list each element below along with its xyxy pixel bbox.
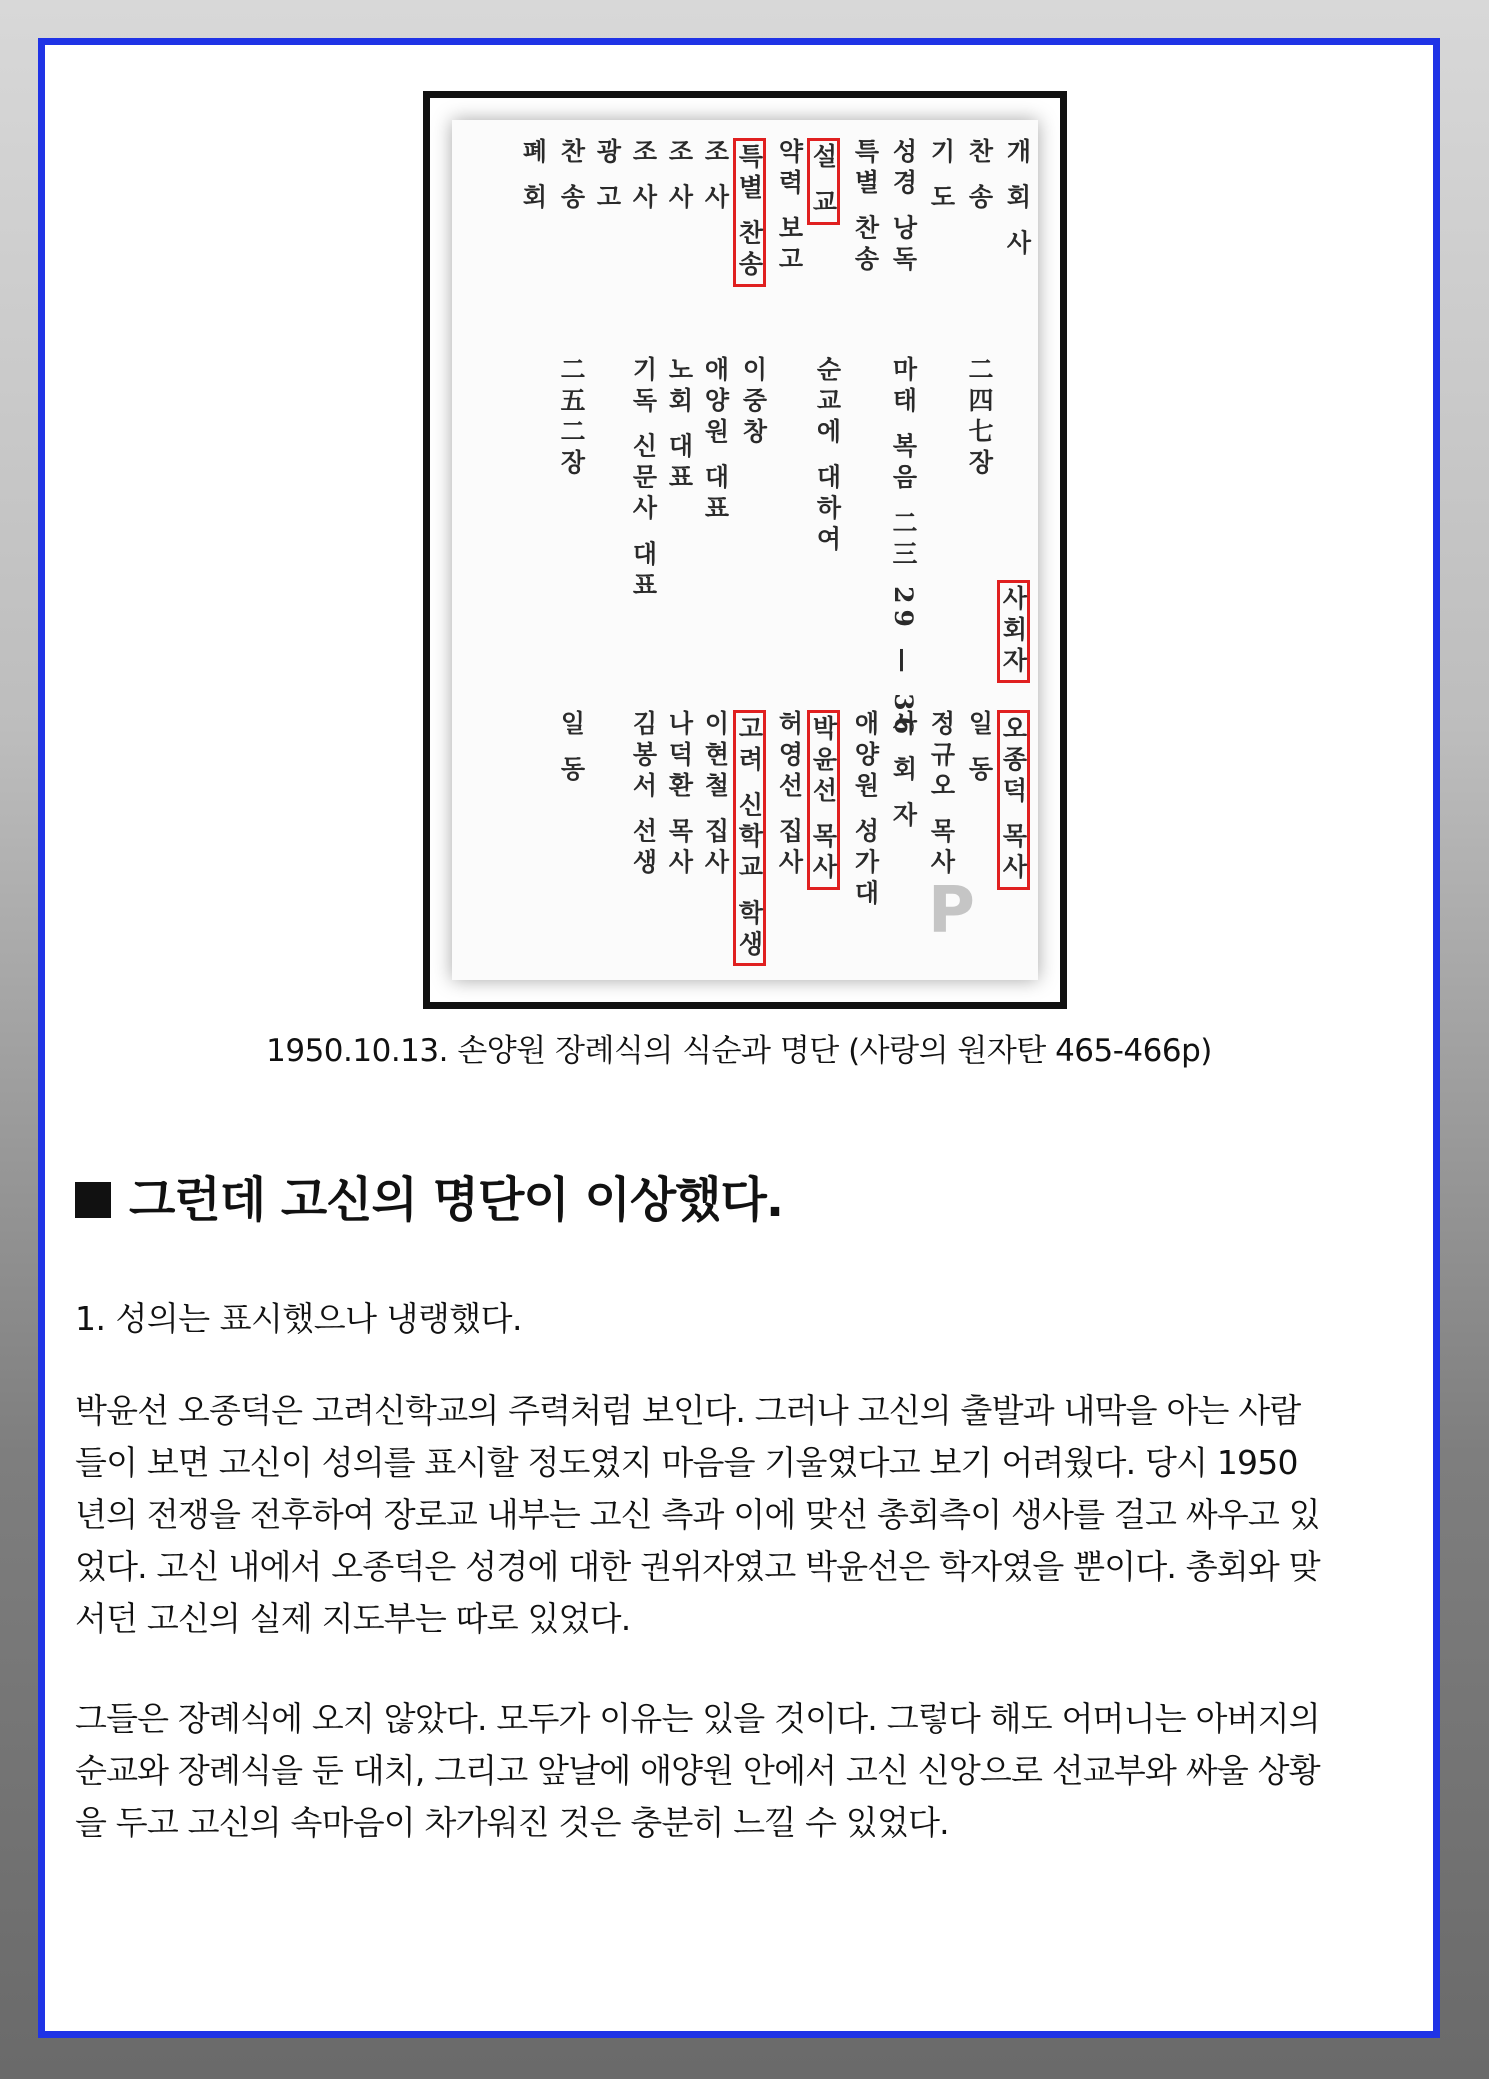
- program-column: 기독 신문사 대표: [629, 356, 658, 603]
- program-column: 애양원 대표: [701, 356, 730, 526]
- figure-caption: 1950.10.13. 손양원 장례식의 식순과 명단 (사랑의 원자탄 465-466p): [266, 1033, 1212, 1069]
- section-heading-text: 그런데 고신의 명단이 이상했다.: [129, 1172, 784, 1228]
- watermark-logo: P: [928, 874, 975, 948]
- program-column: 일 동: [557, 710, 586, 787]
- paragraph-line: 서던 고신의 실제 지도부는 따로 있었다.: [75, 1599, 631, 1638]
- program-column: 순교에 대하여: [813, 356, 842, 557]
- program-column: 이현철 집사: [701, 710, 730, 880]
- paragraph-line: 박윤선 오종덕은 고려신학교의 주력처럼 보인다. 그러나 고신의 출발과 내막을 아는 사람: [75, 1391, 1301, 1430]
- program-column: 폐 회: [519, 138, 548, 215]
- section-heading: [75, 1161, 783, 1230]
- subheading: 1. 성의는 표시했으나 냉랭했다.: [75, 1299, 522, 1338]
- program-image-frame: [423, 91, 1067, 1009]
- program-column: 특별 찬송: [851, 138, 880, 277]
- program-column: 조 사: [665, 138, 694, 215]
- paragraph-line: 을 두고 고신의 속마음이 차가워진 것은 충분히 느낄 수 있었다.: [75, 1803, 949, 1842]
- program-column: 성경 낭독: [889, 138, 918, 277]
- program-column: 고려 신학교 학생: [733, 710, 766, 966]
- paragraph-1: [75, 1385, 1410, 1645]
- program-column: 기 도: [927, 138, 956, 215]
- program-column: 약력 보고: [775, 138, 804, 277]
- program-column: 이중창: [739, 356, 768, 449]
- paragraph-2: [75, 1693, 1410, 1849]
- program-column: 노회 대표: [665, 356, 694, 495]
- program-column: 나덕환 목사: [665, 710, 694, 880]
- program-column: 조 사: [701, 138, 730, 215]
- program-column: 사회자: [997, 580, 1030, 683]
- program-column: 박윤선 목사: [807, 710, 840, 890]
- program-column: 二五二장: [557, 356, 586, 480]
- program-column: 특별 찬송: [733, 138, 766, 287]
- paragraph-line: 그들은 장례식에 오지 않았다. 모두가 이유는 있을 것이다. 그렇다 해도 어머니는 아버지의: [75, 1699, 1320, 1738]
- program-column: 찬 송: [557, 138, 586, 215]
- program-column: 애양원 성가대: [851, 710, 880, 911]
- paragraph-line: 들이 보면 고신이 성의를 표시할 정도였지 마음을 기울였다고 보기 어려웠다. 당시 1950: [75, 1443, 1298, 1482]
- program-column: 마태 복음 二三 29 — 36: [889, 356, 918, 741]
- program-column: 김봉서 선생: [629, 710, 658, 880]
- program-column: 찬 송: [965, 138, 994, 215]
- document-page: [38, 38, 1440, 2038]
- program-column: 조 사: [629, 138, 658, 215]
- program-column: 오종덕 목사: [997, 710, 1030, 890]
- paragraph-line: 었다. 고신 내에서 오종덕은 성경에 대한 권위자였고 박윤선은 학자였을 뿐이다. 총회와 맞: [75, 1547, 1320, 1586]
- paragraph-line: 순교와 장례식을 둔 대치, 그리고 앞날에 애양원 안에서 고신 신앙으로 선교부와 싸울 상황: [75, 1751, 1320, 1790]
- program-column: 허영선 집사: [775, 710, 804, 880]
- program-column: 개 회 사: [1003, 138, 1032, 261]
- program-column: 광 고: [593, 138, 622, 215]
- program-column: 일 동: [965, 710, 994, 787]
- program-column: 二四七장: [965, 356, 994, 480]
- paragraph-line: 년의 전쟁을 전후하여 장로교 내부는 고신 측과 이에 맞선 총회측이 생사를 걸고 싸우고 있: [75, 1495, 1320, 1534]
- program-column: 사 회 자: [889, 710, 918, 833]
- program-column: 설 교: [807, 138, 840, 225]
- funeral-program-scan: [452, 120, 1038, 980]
- program-column: 정규오 목사: [927, 710, 956, 880]
- square-bullet-icon: [75, 1182, 111, 1218]
